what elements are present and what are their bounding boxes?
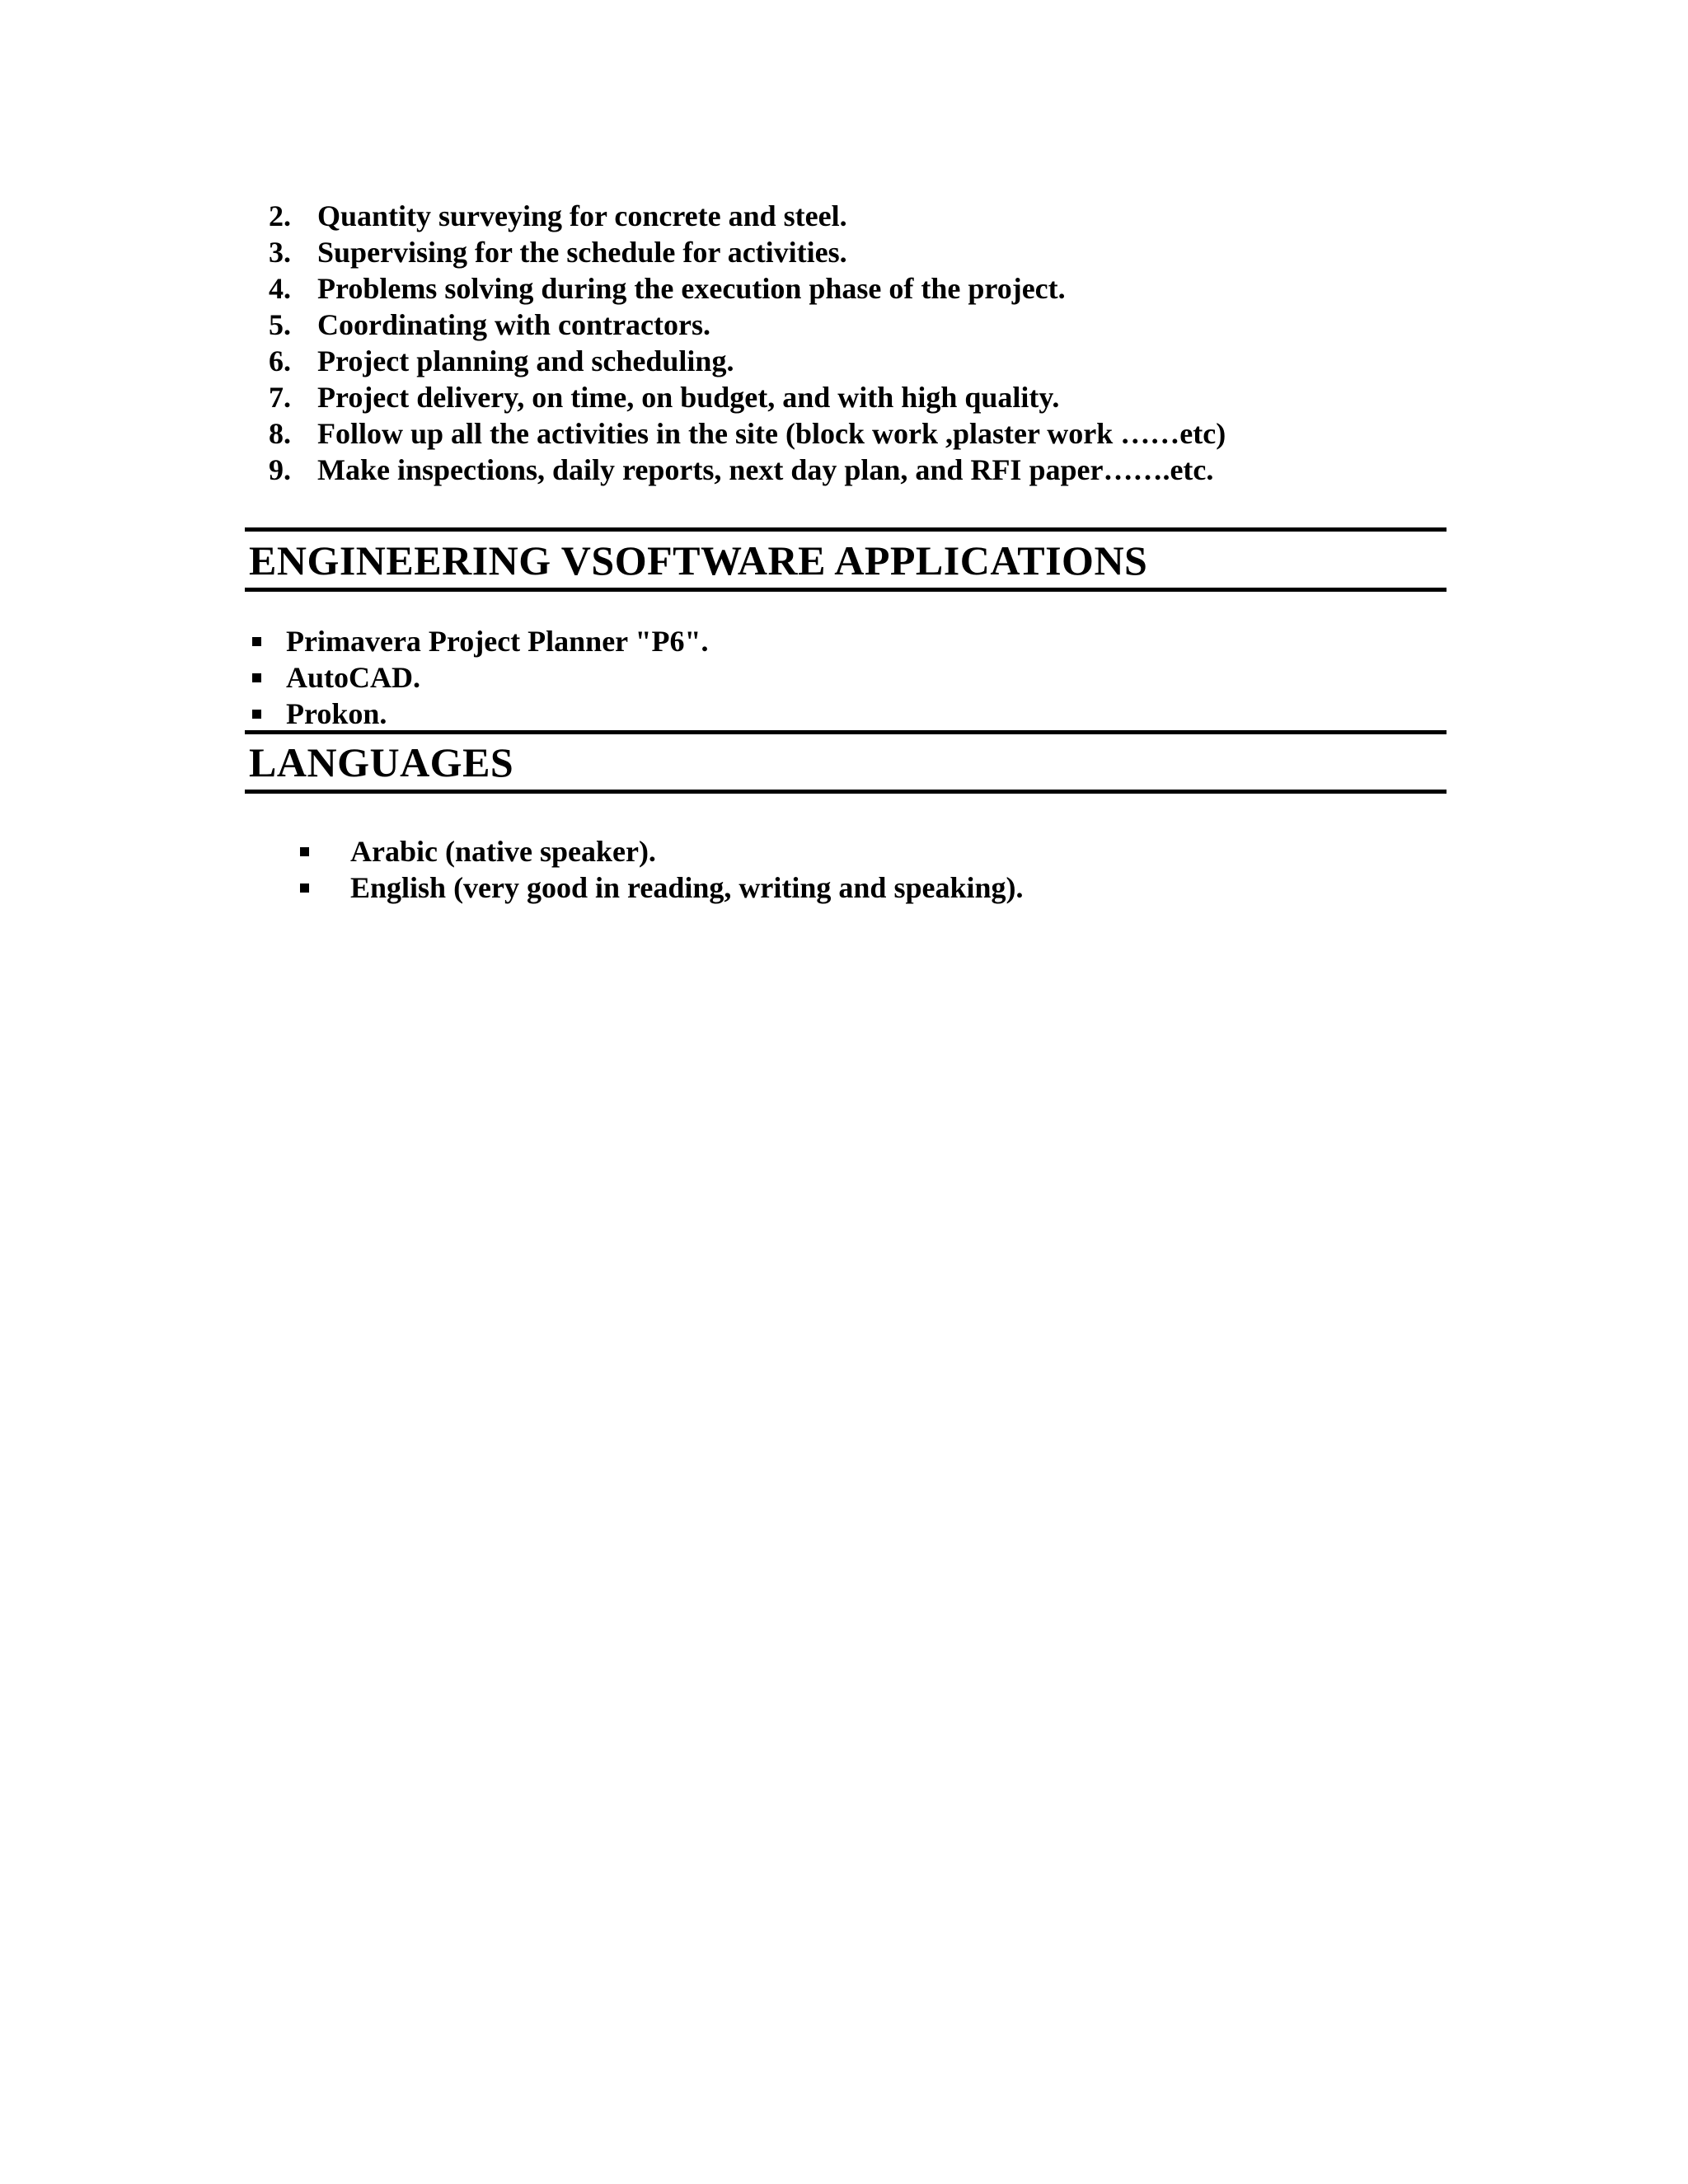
list-item <box>300 833 1024 869</box>
list-item-text: Project delivery, on time, on budget, and with high quality. <box>317 381 1060 414</box>
software-section-title: ENGINEERING VSOFTWARE APPLICATIONS <box>249 537 1148 583</box>
square-bullet-icon <box>252 710 261 719</box>
list-item-number: 9. <box>269 453 291 486</box>
list-item-number: 5. <box>269 308 291 341</box>
list-item-text: Problems solving during the execution phase of the project. <box>317 272 1066 305</box>
responsibilities-list <box>269 198 1226 488</box>
list-item-number: 6. <box>269 344 291 377</box>
list-item <box>269 415 1226 452</box>
section-divider-top <box>245 730 1447 734</box>
square-bullet-icon <box>300 847 309 856</box>
square-bullet-icon <box>300 883 309 893</box>
list-item-text: Project planning and scheduling. <box>317 344 734 377</box>
list-item-number: 3. <box>269 236 291 269</box>
list-item <box>252 696 708 732</box>
square-bullet-icon <box>252 637 261 646</box>
list-item-text: Supervising for the schedule for activities. <box>317 236 847 269</box>
list-item <box>269 234 1226 270</box>
list-item-text: Quantity surveying for concrete and steel. <box>317 199 847 232</box>
list-item-text: Coordinating with contractors. <box>317 308 710 341</box>
list-item-text: Follow up all the activities in the site (block work ,plaster work ……etc) <box>317 417 1226 450</box>
list-item-number: 2. <box>269 199 291 232</box>
list-item <box>269 343 1226 379</box>
software-list <box>252 623 708 732</box>
list-item <box>269 452 1226 488</box>
list-item-number: 8. <box>269 417 291 450</box>
list-item-text: Primavera Project Planner "P6". <box>286 625 709 658</box>
list-item <box>300 869 1024 906</box>
list-item <box>269 307 1226 343</box>
languages-section-title: LANGUAGES <box>249 739 514 785</box>
square-bullet-icon <box>252 673 261 682</box>
list-item <box>252 623 708 659</box>
list-item <box>269 270 1226 307</box>
list-item-number: 7. <box>269 381 291 414</box>
languages-list <box>300 833 1024 906</box>
list-item <box>252 659 708 696</box>
list-item-text: Arabic (native speaker). <box>350 835 656 868</box>
list-item <box>269 198 1226 234</box>
section-divider-bottom <box>245 790 1447 794</box>
list-item-text: English (very good in reading, writing and speaking). <box>350 871 1024 904</box>
list-item-text: Make inspections, daily reports, next day plan, and RFI paper…….etc. <box>317 453 1214 486</box>
list-item-text: AutoCAD. <box>286 661 421 694</box>
list-item <box>269 379 1226 415</box>
list-item-text: Prokon. <box>286 697 387 730</box>
list-item-number: 4. <box>269 272 291 305</box>
section-divider-top <box>245 527 1447 532</box>
section-divider-bottom <box>245 588 1447 592</box>
